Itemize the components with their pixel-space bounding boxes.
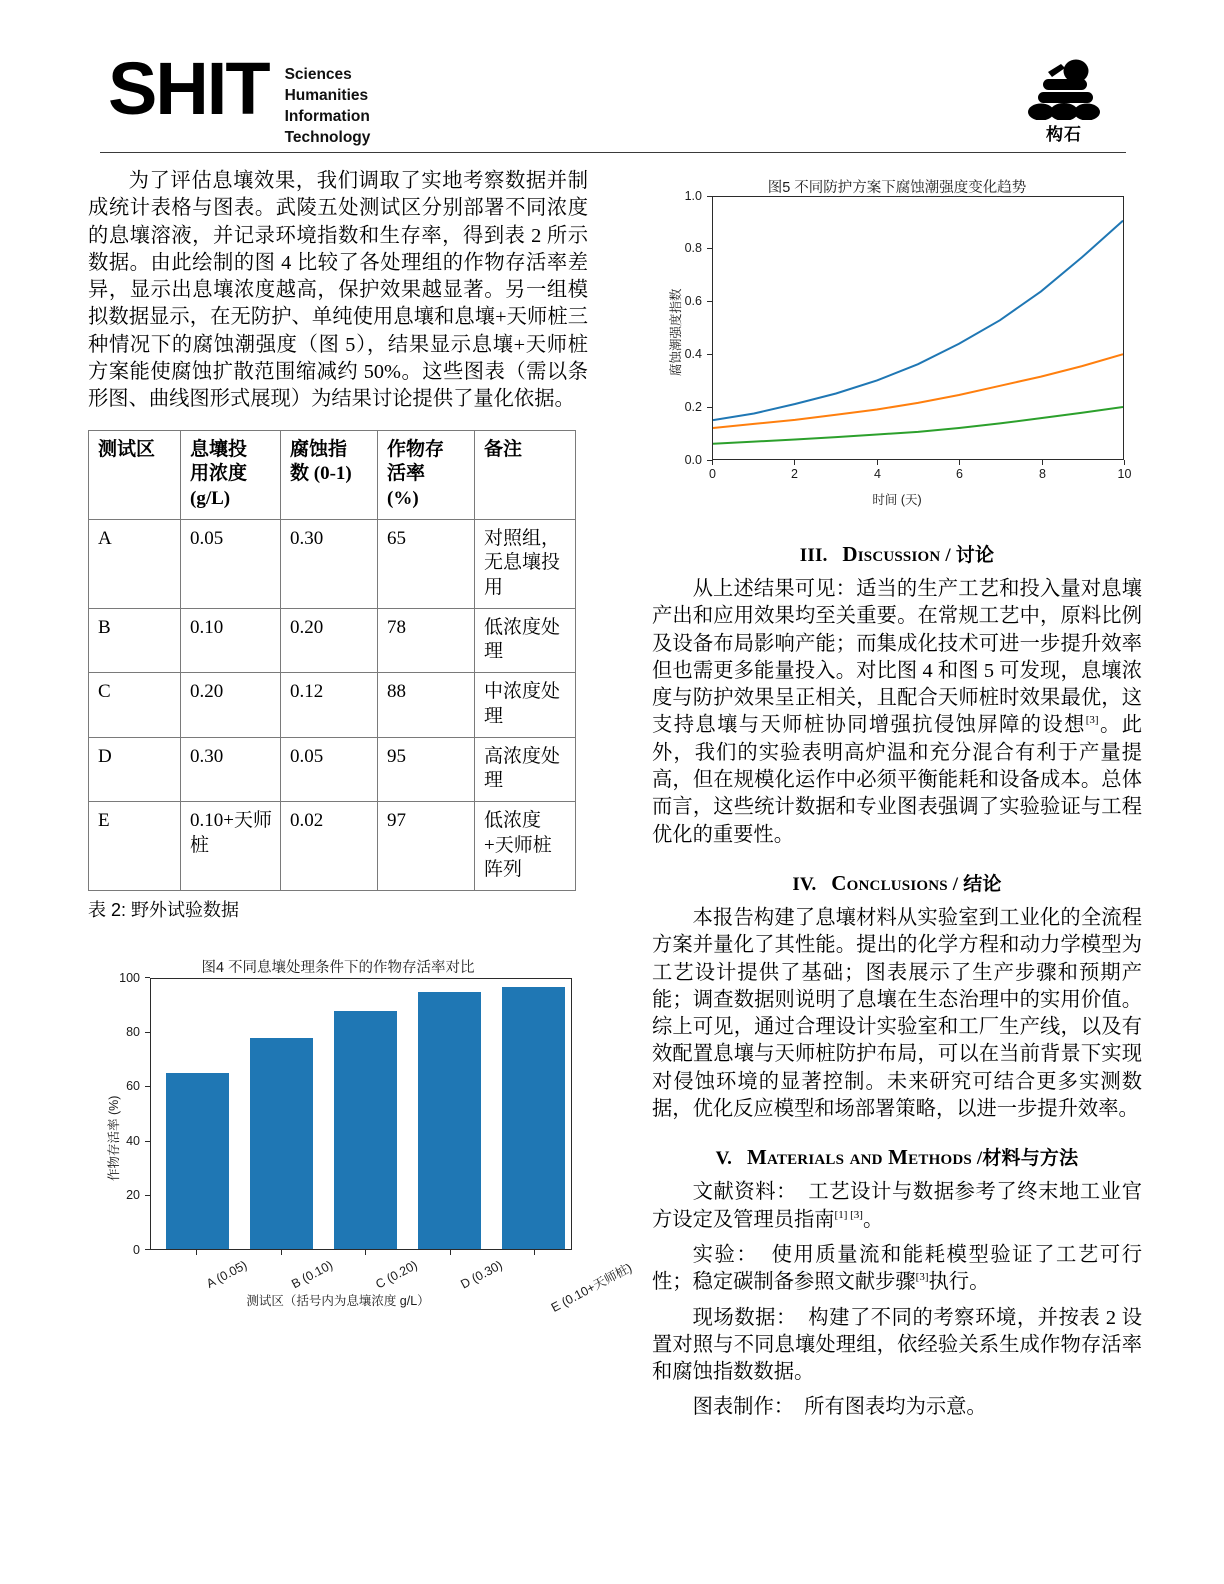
methods-item-experiment	[652, 1242, 1142, 1297]
left-column	[88, 168, 635, 1315]
section-title-materials-en: Materials and Methods	[746, 1145, 972, 1170]
xtick-B	[281, 1250, 282, 1255]
xticklabel-4: 4	[874, 467, 881, 481]
ytick-100	[145, 977, 150, 978]
xtick-2	[794, 460, 795, 465]
th-corrosion-index: 腐蚀指 数 (0-1)	[281, 430, 378, 519]
ytick-0.2	[707, 407, 712, 408]
field-trial-table	[88, 430, 576, 891]
cell-corrosion-index: 0.30	[281, 519, 378, 608]
xticklabel-6: 6	[956, 467, 963, 481]
xtick-A	[196, 1250, 197, 1255]
logo-word-technology: Technology	[284, 129, 371, 147]
methods-text-literature: 工艺设计与数据参考了终末地工业官方设定及管理员指南	[652, 1181, 1142, 1231]
bar-C	[334, 1011, 397, 1249]
figure-4-title: 图4 不同息壤处理条件下的作物存活率对比	[201, 959, 475, 976]
citation-ref-3: [3]	[1085, 714, 1099, 727]
yticklabel-1.0: 1.0	[684, 189, 702, 203]
logo-wordmark	[285, 64, 371, 148]
table-row	[89, 608, 576, 672]
table-header-row	[89, 430, 576, 519]
logo-word-humanities: Humanities	[284, 87, 369, 105]
cell-zone: A	[89, 519, 181, 608]
section-heading-discussion	[652, 540, 1142, 567]
th-zone: 测试区	[89, 430, 181, 519]
yticklabel-0.6: 0.6	[684, 294, 702, 308]
bar-E	[502, 987, 565, 1249]
methods-text-field-data: 构建了不同的考察环境，并按表 2 设置对照与不同息壤处理组，依经验关系生成作物存活率和腐蚀指数数据。	[652, 1306, 1142, 1384]
methods-label-charts: 图表制作：	[692, 1396, 795, 1419]
table-row	[89, 519, 576, 608]
figure-4-bar-chart	[88, 946, 635, 1315]
ytick-20	[145, 1195, 150, 1196]
cell-survival-rate: 78	[378, 608, 475, 672]
citation-ref-1-3: [1] [3]	[834, 1208, 863, 1221]
logo-acronym: SHIT	[108, 47, 269, 130]
table-row	[89, 737, 576, 801]
xtick-10	[1124, 460, 1125, 465]
xtick-D	[450, 1250, 451, 1255]
yticklabel-0.0: 0.0	[684, 453, 702, 467]
methods-label-literature: 文献资料：	[692, 1181, 798, 1204]
cell-concentration: 0.20	[181, 673, 281, 737]
methods-tail-experiment: 执行。	[928, 1271, 990, 1294]
xtick-0	[712, 460, 713, 465]
yticklabel-0: 0	[133, 1242, 140, 1257]
ytick-0	[145, 1249, 150, 1250]
yticklabel-0.2: 0.2	[684, 400, 702, 414]
ytick-1.0	[707, 196, 712, 197]
intro-paragraph: 为了评估息壤效果，我们调取了实地考察数据并制成统计表格与图表。武陵五处测试区分别部署不同浓度的息壤溶液，并记录环境指数和生存率，得到表 2 所示数据。由此绘制的图 4 比较了各处理组的作物存活率差异，显示出息壤浓度越高，保护效果越显著。另一组模拟数据显示，在无防护、单纯使用息壤和息壤+天师桩三种情况下的腐蚀潮强度（图 5），结果显示息壤+天师桩方案能使腐蚀扩散范围缩减约 50%。这些图表（需以条形图、曲线图形式展现）为结果讨论提供了量化依据。	[88, 170, 588, 411]
cell-concentration: 0.05	[181, 519, 281, 608]
bar-A	[166, 1073, 229, 1249]
bar-D	[418, 992, 481, 1249]
figure-4-xlabel: 测试区（括号内为息壤浓度 g/L）	[246, 1293, 430, 1308]
section-title-conclusions-en: Conclusions	[831, 870, 948, 895]
brand-name: 构石	[1046, 125, 1082, 144]
cell-survival-rate: 95	[378, 737, 475, 801]
yticklabel-0.8: 0.8	[684, 241, 702, 255]
rock-pile-icon	[1021, 58, 1107, 120]
methods-text-experiment: 使用质量流和能耗模型验证了工艺可行性；稳定碳制备参照文献步骤	[652, 1243, 1142, 1294]
figure-5-ylabel: 腐蚀潮强度指数	[669, 288, 683, 376]
yticklabel-100: 100	[119, 970, 140, 985]
xtick-8	[1042, 460, 1043, 465]
cell-concentration: 0.30	[181, 737, 281, 801]
cell-corrosion-index: 0.20	[281, 608, 378, 672]
citation-ref-3b: [3]	[915, 1271, 929, 1284]
conclusions-paragraph: 本报告构建了息壤材料从实验室到工业化的全流程方案并量化了其性能。提出的化学方程和动力学模型为工艺设计提供了基础；图表展示了生产步骤和预期产能；调查数据则说明了息壤在生态治理中的实用价值。综上可见，通过合理设计实验室和工厂生产线，以及有效配置息壤与天师桩防护布局，可以在当前背景下实现对侵蚀环境的显著控制。未来研究可结合更多实测数据，优化反应模型和场部署策略，以进一步提升效率。	[652, 906, 1142, 1121]
xticklabel-2: 2	[791, 467, 798, 481]
ytick-0.8	[707, 248, 712, 249]
methods-tail-literature: 。	[862, 1208, 884, 1231]
cell-remark: 中浓度处理	[475, 673, 576, 737]
ytick-0.6	[707, 301, 712, 302]
th-remark: 备注	[475, 430, 576, 519]
section-title-materials-cn: /材料与方法	[976, 1148, 1079, 1170]
yticklabel-60: 60	[126, 1078, 140, 1093]
cell-remark: 低浓度处理	[475, 608, 576, 672]
th-survival-rate: 作物存 活率 (%)	[378, 430, 475, 519]
yticklabel-80: 80	[126, 1024, 140, 1039]
cell-remark: 低浓度+天师桩阵列	[475, 801, 576, 890]
cell-survival-rate: 97	[378, 801, 475, 890]
cell-zone: B	[89, 608, 181, 672]
xtick-E	[534, 1250, 535, 1255]
methods-text-charts: 所有图表均为示意。	[804, 1396, 987, 1419]
ytick-40	[145, 1141, 150, 1142]
th-concentration: 息壤投 用浓度 (g/L)	[181, 430, 281, 519]
cell-concentration: 0.10+天师桩	[181, 801, 281, 890]
section-numeral-3: III.	[799, 545, 828, 566]
xticklabel-B: B (0.10)	[289, 1257, 336, 1292]
xticklabel-0: 0	[709, 467, 716, 481]
cell-remark: 高浓度处理	[475, 737, 576, 801]
methods-item-charts	[652, 1394, 1142, 1421]
journal-logo	[108, 47, 371, 148]
ytick-60	[145, 1086, 150, 1087]
cell-zone: E	[89, 801, 181, 890]
yticklabel-40: 40	[126, 1133, 140, 1148]
publisher-brand	[1004, 58, 1124, 145]
xticklabel-C: C (0.20)	[373, 1257, 420, 1292]
section-title-conclusions-cn: / 结论	[952, 873, 1002, 895]
page-header	[0, 0, 1224, 150]
section-numeral-5: V.	[715, 1148, 733, 1170]
figure-5-lines	[713, 197, 1123, 459]
series-xirang-plus-pile	[713, 407, 1123, 444]
xticklabel-10: 10	[1117, 467, 1132, 481]
ytick-0.4	[707, 354, 712, 355]
xticklabel-8: 8	[1039, 467, 1046, 481]
table-row	[89, 801, 576, 890]
section-heading-materials	[652, 1143, 1142, 1170]
ytick-80	[145, 1032, 150, 1033]
header-divider	[100, 152, 1126, 153]
figure-5-plot-area	[712, 196, 1124, 460]
right-column	[652, 168, 1142, 1422]
cell-corrosion-index: 0.05	[281, 737, 378, 801]
figure-4-ylabel: 作物存活率 (%)	[107, 1095, 121, 1181]
section-numeral-4: IV.	[792, 873, 817, 895]
cell-zone: C	[89, 673, 181, 737]
section-title-discussion-en: Discussion	[842, 542, 941, 566]
cell-zone: D	[89, 737, 181, 801]
yticklabel-0.4: 0.4	[684, 347, 702, 361]
methods-item-field-data	[652, 1305, 1142, 1387]
xticklabel-A: A (0.05)	[204, 1257, 250, 1291]
xtick-C	[365, 1250, 366, 1255]
xticklabel-D: D (0.30)	[458, 1257, 505, 1292]
discussion-text-part1: 从上述结果可见：适当的生产工艺和投入量对息壤产出和应用效果均至关重要。在常规工艺中，原料比例及设备布局影响产能；而集成化技术可进一步提升效率但也需更多能量投入。对比图 4 和图 5 可发现，息壤浓度与防护效果呈正相关，且配合天师桩时效果最优，这支持息壤与天师桩协同增强抗侵蚀屏障的设想	[652, 578, 1142, 737]
methods-item-literature	[652, 1179, 1142, 1234]
figure-4-plot-area	[150, 978, 572, 1250]
cell-concentration: 0.10	[181, 608, 281, 672]
cell-corrosion-index: 0.12	[281, 673, 378, 737]
methods-label-field-data: 现场数据：	[692, 1306, 797, 1329]
figure-5-line-chart	[652, 168, 1142, 520]
yticklabel-20: 20	[126, 1187, 140, 1202]
section-title-discussion-cn: / 讨论	[945, 545, 995, 566]
methods-label-experiment: 实验：	[692, 1243, 759, 1266]
table-caption: 表 2: 野外试验数据	[88, 899, 240, 920]
discussion-paragraph	[652, 576, 1142, 849]
series-no-protection	[713, 221, 1123, 421]
logo-word-sciences: Sciences	[284, 66, 352, 83]
cell-survival-rate: 65	[378, 519, 475, 608]
cell-survival-rate: 88	[378, 673, 475, 737]
table-row	[89, 673, 576, 737]
discussion-text-part2: 。此外，我们的实验表明高炉温和充分混合有利于产量提高，但在规模化运作中必须平衡能耗和设备成本。总体而言，这些统计数据和专业图表强调了实验验证与工程优化的重要性。	[652, 714, 1142, 846]
xtick-4	[877, 460, 878, 465]
figure-5-xlabel: 时间 (天)	[872, 493, 922, 507]
cell-corrosion-index: 0.02	[281, 801, 378, 890]
section-heading-conclusions	[652, 869, 1142, 896]
cell-remark: 对照组，无息壤投用	[475, 519, 576, 608]
xtick-6	[959, 460, 960, 465]
figure-5-title: 图5 不同防护方案下腐蚀潮强度变化趋势	[767, 180, 1027, 196]
logo-word-information: Information	[284, 108, 370, 126]
xticklabel-E: E (0.10+天师桩)	[548, 1260, 635, 1315]
bar-B	[250, 1038, 313, 1249]
